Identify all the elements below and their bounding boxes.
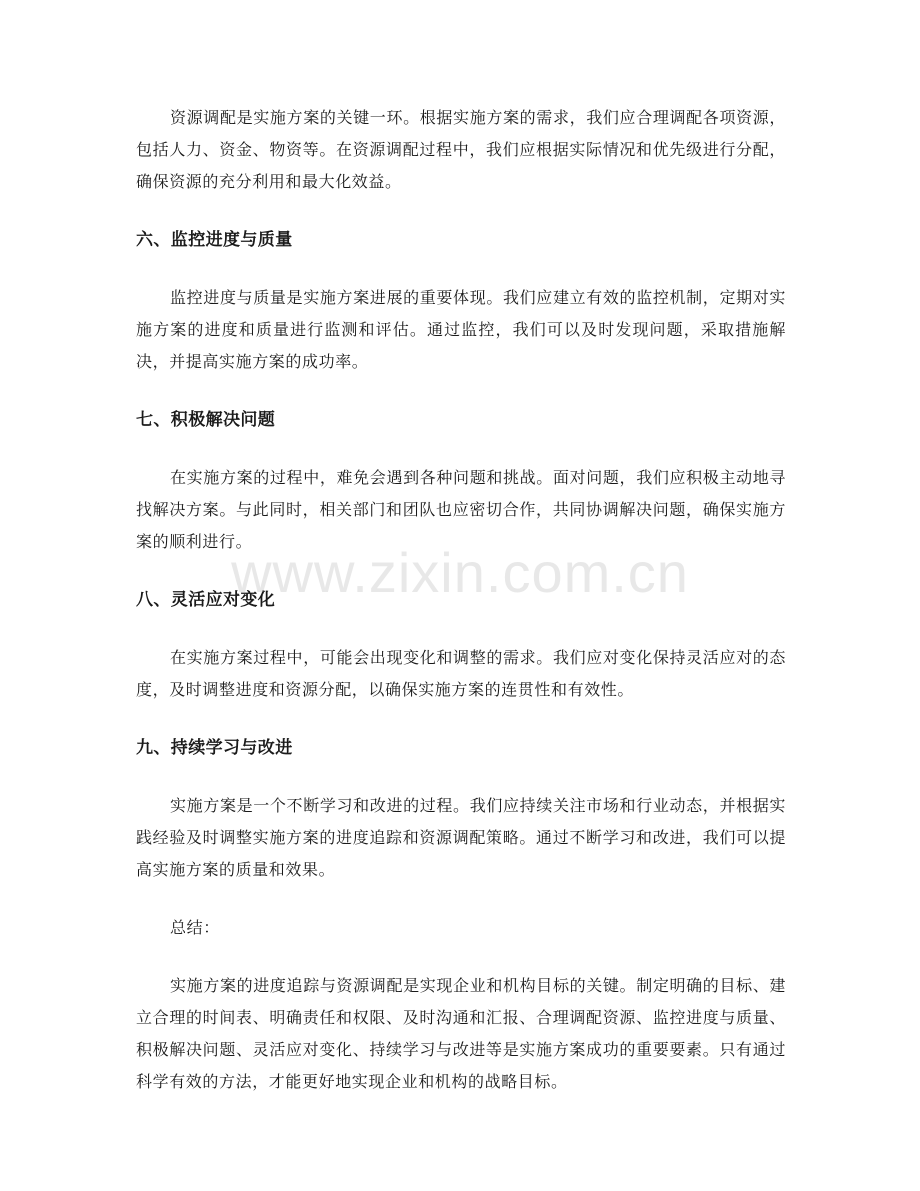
heading-section-6: 六、监控进度与质量 bbox=[136, 230, 293, 250]
watermark: www.zixin.com.cn bbox=[231, 541, 689, 604]
paragraph-resource-allocation: 资源调配是实施方案的关键一环。根据实施方案的需求，我们应合理调配各项资源，包括人力、资金、物资等。在资源调配过程中，我们应根据实际情况和优先级进行分配，确保资源的充分利用和最大化效益。 bbox=[136, 108, 786, 191]
document-body bbox=[136, 102, 786, 1098]
paragraph-section-7: 在实施方案的过程中，难免会遇到各种问题和挑战。面对问题，我们应积极主动地寻找解决方案。与此同时，相关部门和团队也应密切合作，共同协调解决问题，确保实施方案的顺利进行。 bbox=[136, 468, 786, 551]
heading-section-9: 九、持续学习与改进 bbox=[136, 738, 293, 758]
heading-section-8: 八、灵活应对变化 bbox=[136, 590, 276, 610]
paragraph-section-6: 监控进度与质量是实施方案进展的重要体现。我们应建立有效的监控机制，定期对实施方案的进度和质量进行监测和评估。通过监控，我们可以及时发现问题，采取措施解决，并提高实施方案的成功率。 bbox=[136, 288, 786, 371]
paragraph-section-8: 在实施方案过程中，可能会出现变化和调整的需求。我们应对变化保持灵活应对的态度，及时调整进度和资源分配，以确保实施方案的连贯性和有效性。 bbox=[136, 648, 786, 699]
summary-label: 总结： bbox=[170, 918, 220, 937]
paragraph-summary: 实施方案的进度追踪与资源调配是实现企业和机构目标的关键。制定明确的目标、建立合理的时间表、明确责任和权限、及时沟通和汇报、合理调配资源、监控进度与质量、积极解决问题、灵活应对变化、持续学习与改进等是实施方案成功的重要要素。只有通过科学有效的方法，才能更好地实现企业和机构的战略目标。 bbox=[136, 976, 786, 1091]
heading-section-7: 七、积极解决问题 bbox=[136, 410, 276, 430]
paragraph-section-9: 实施方案是一个不断学习和改进的过程。我们应持续关注市场和行业动态，并根据实践经验及时调整实施方案的进度追踪和资源调配策略。通过不断学习和改进，我们可以提高实施方案的质量和效果。 bbox=[136, 796, 786, 879]
